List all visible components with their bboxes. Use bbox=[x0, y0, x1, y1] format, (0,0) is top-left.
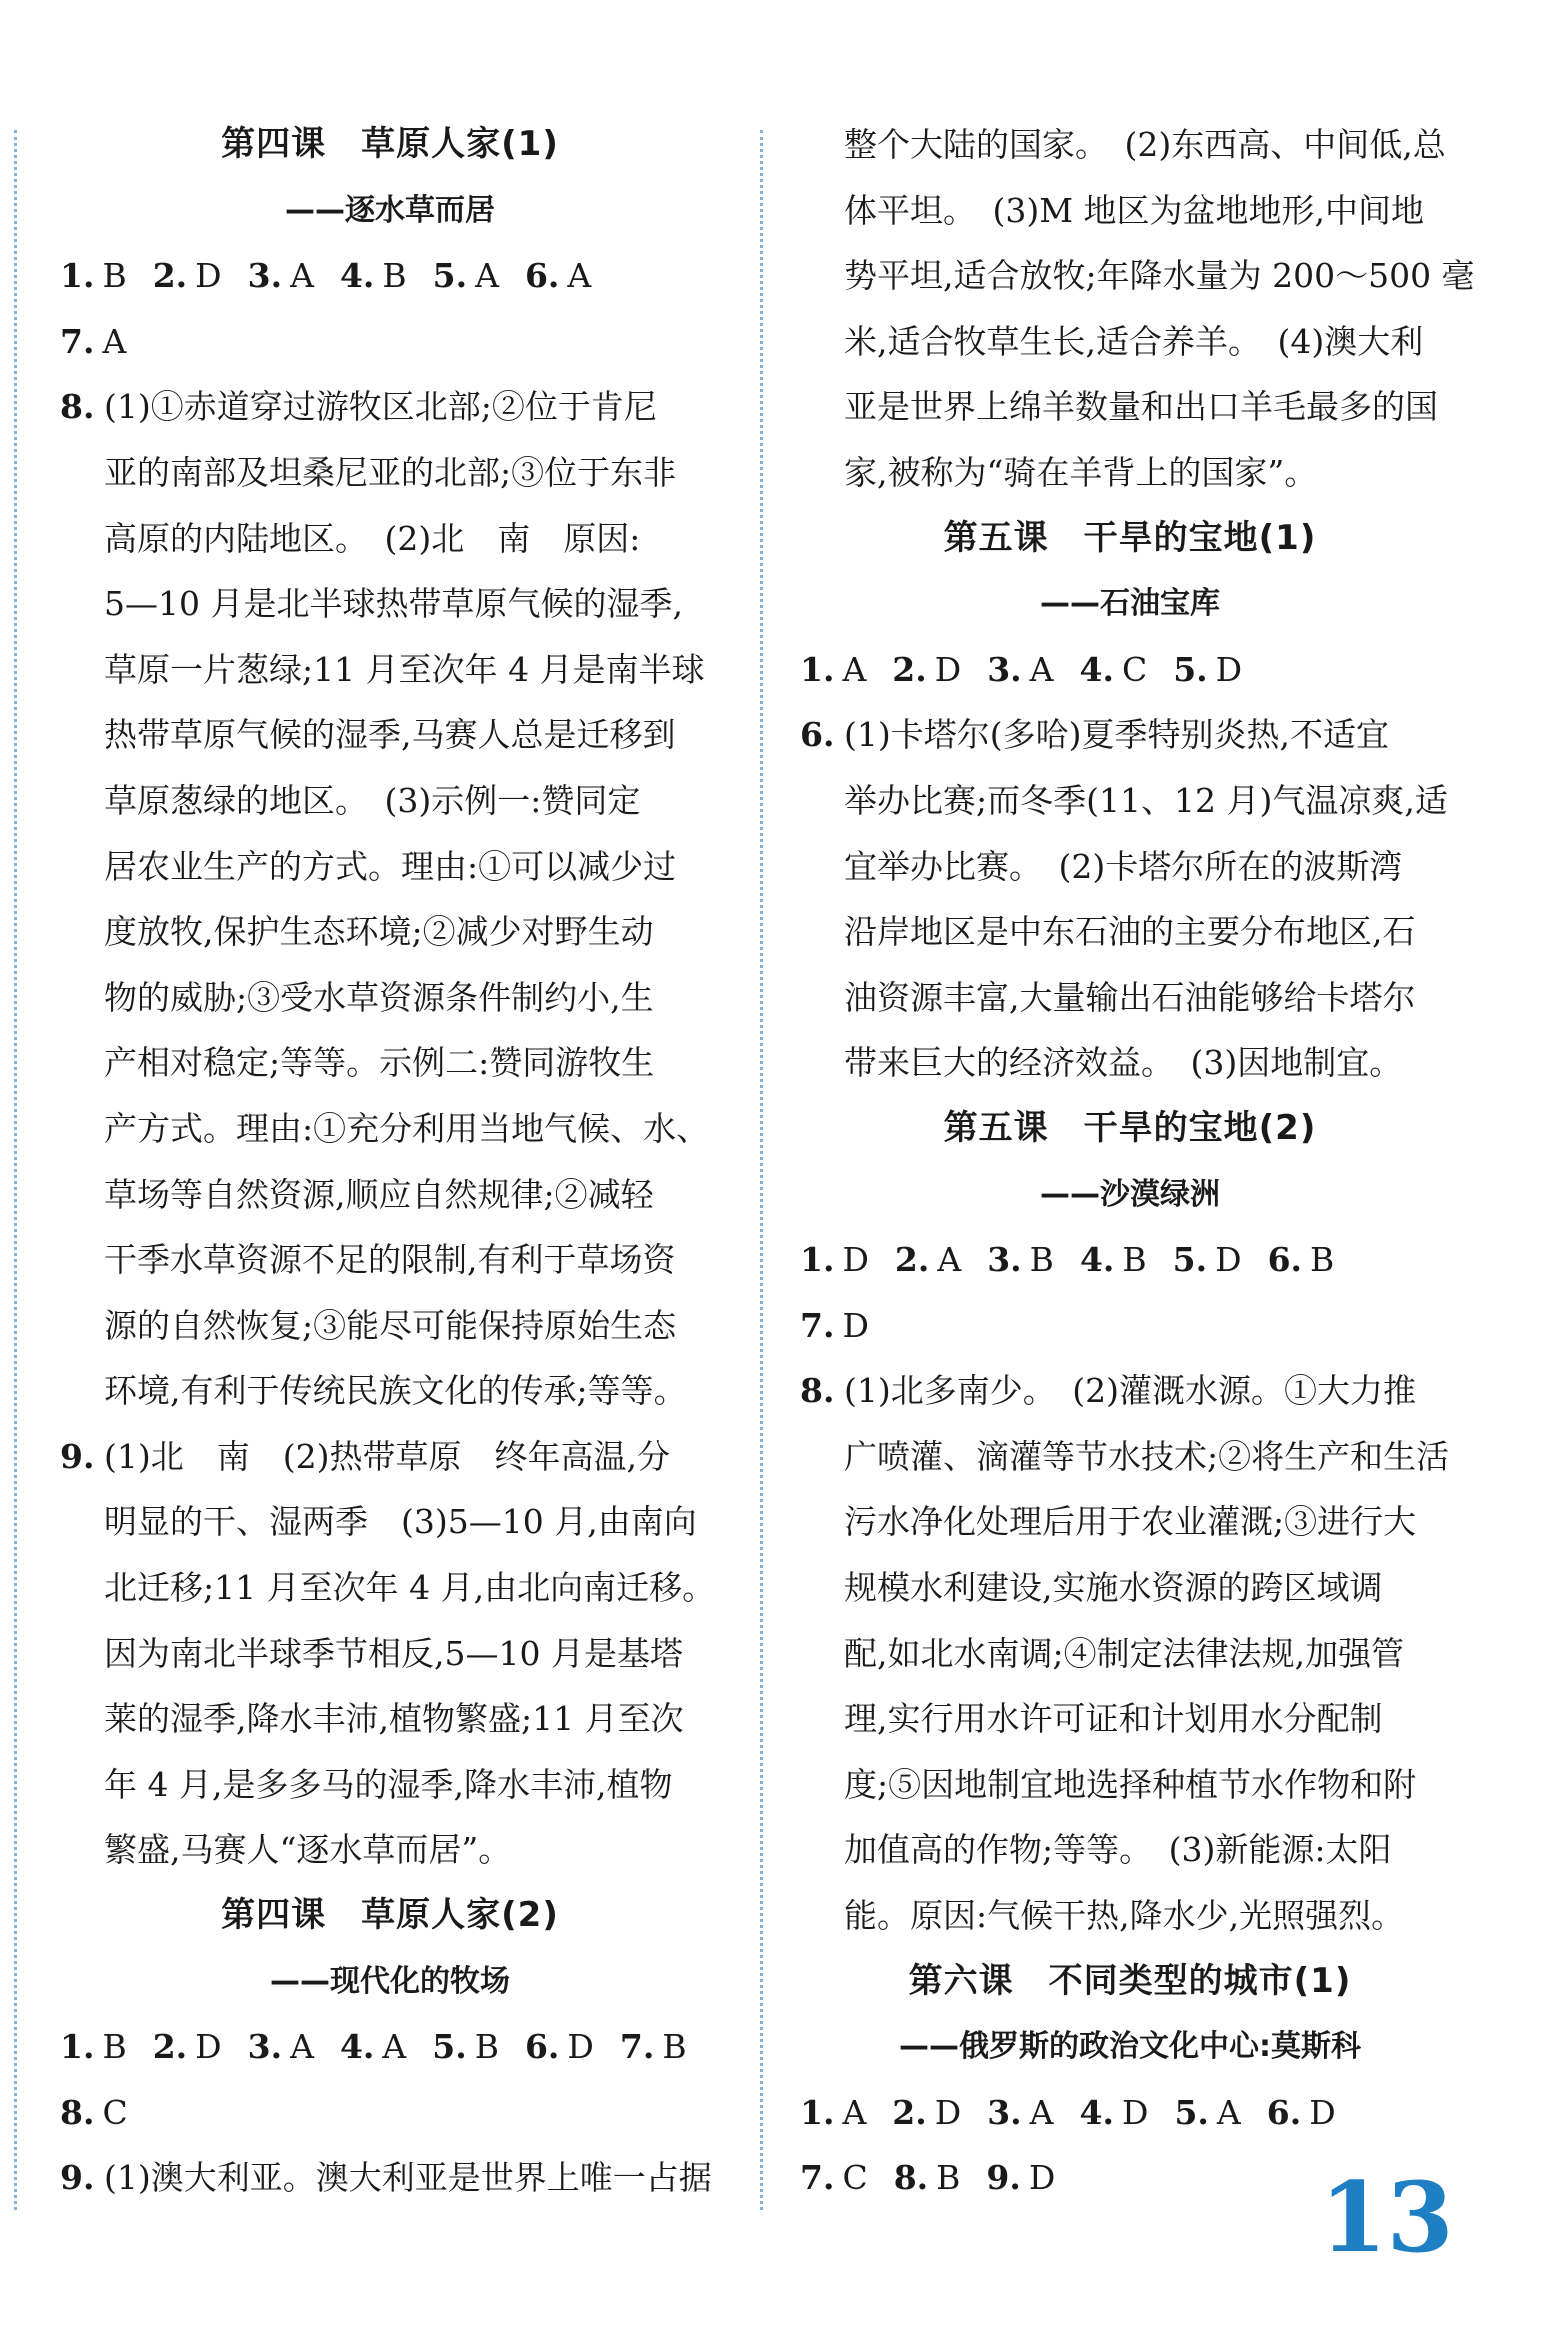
section-subtitle: ——石油宝库 bbox=[1040, 586, 1220, 622]
answer-line bbox=[60, 1030, 720, 1096]
answer-item bbox=[894, 2145, 961, 2211]
answer-item bbox=[800, 2145, 868, 2211]
answer-choice: B bbox=[1029, 1240, 1054, 1280]
question-number: 7. bbox=[800, 2158, 835, 2198]
answer-text: 干季水草资源不足的限制,有利于草场资 bbox=[104, 1240, 676, 1280]
answer-choice: B bbox=[102, 256, 127, 296]
answer-choice: B bbox=[936, 2158, 961, 2198]
answer-line bbox=[60, 571, 720, 637]
answer-text: 规模水利建设,实施水资源的跨区域调 bbox=[844, 1568, 1383, 1608]
answer-row bbox=[60, 309, 720, 375]
question-number: 1. bbox=[800, 649, 835, 689]
answer-item bbox=[340, 2014, 406, 2080]
question-number: 7. bbox=[800, 1305, 835, 1345]
answer-choice: C bbox=[1121, 649, 1148, 689]
answer-item bbox=[60, 243, 127, 309]
section-title: 第五课 干旱的宝地(2) bbox=[943, 1107, 1317, 1148]
question-number: 5. bbox=[1173, 649, 1208, 689]
question-number: 1. bbox=[800, 1240, 835, 1280]
right-column bbox=[800, 112, 1475, 2211]
question-number: 1. bbox=[800, 2092, 835, 2132]
answer-text: (1)卡塔尔(多哈)夏季特别炎热,不适宜 bbox=[844, 715, 1389, 755]
question-number: 6. bbox=[1266, 2092, 1302, 2132]
answer-choice: B bbox=[474, 2027, 499, 2067]
question-block bbox=[60, 374, 720, 1424]
answer-line bbox=[800, 1555, 1460, 1621]
answer-line bbox=[800, 1817, 1460, 1883]
answer-text: 草场等自然资源,顺应自然规律;②减轻 bbox=[104, 1174, 654, 1214]
answer-line bbox=[60, 1358, 720, 1424]
question-number: 9. bbox=[60, 2158, 95, 2198]
answer-line bbox=[60, 1555, 720, 1621]
question-number: 4. bbox=[339, 256, 375, 296]
question-number: 8. bbox=[60, 2092, 95, 2132]
answer-text: 因为南北半球季节相反,5—10 月是基塔 bbox=[104, 1633, 683, 1673]
answer-choice: B bbox=[102, 2027, 127, 2067]
answer-item bbox=[1080, 2080, 1149, 2146]
answer-text: 繁盛,马赛人“逐水草而居”。 bbox=[104, 1830, 512, 1870]
answer-line bbox=[800, 834, 1460, 900]
question-number: 7. bbox=[60, 321, 95, 361]
continued-text bbox=[800, 112, 1475, 506]
answer-row bbox=[800, 1293, 1460, 1359]
answer-choice: B bbox=[1310, 1240, 1335, 1280]
answer-item bbox=[60, 2014, 127, 2080]
answer-row bbox=[60, 2014, 720, 2080]
answer-row bbox=[800, 637, 1460, 703]
question-number: 3. bbox=[987, 1240, 1022, 1280]
page-edge-rule bbox=[14, 130, 17, 2210]
question-number: 5. bbox=[1174, 2092, 1209, 2132]
answer-text: 宜举办比赛。 (2)卡塔尔所在的波斯湾 bbox=[844, 846, 1403, 886]
answer-choice: C bbox=[102, 2092, 128, 2132]
answer-line bbox=[60, 1424, 720, 1490]
question-number: 1. bbox=[60, 2027, 95, 2067]
section-subtitle: ——现代化的牧场 bbox=[270, 1963, 510, 1999]
answer-choice: A bbox=[382, 2027, 407, 2067]
answer-line: 体平坦。 (3)M 地区为盆地地形,中间地 bbox=[844, 190, 1425, 230]
left-column bbox=[60, 112, 720, 2211]
answer-line bbox=[60, 1489, 720, 1555]
answer-item bbox=[1174, 2080, 1240, 2146]
section-subtitle: ——俄罗斯的政治文化中心:莫斯科 bbox=[899, 2029, 1361, 2065]
answer-item bbox=[60, 309, 126, 375]
answer-item bbox=[1268, 1227, 1335, 1293]
answer-choice: A bbox=[842, 649, 867, 689]
section-title: 第六课 不同类型的城市(1) bbox=[908, 1960, 1352, 2001]
answer-text: 能。原因:气候干热,降水少,光照强烈。 bbox=[844, 1896, 1405, 1936]
answer-text: 年 4 月,是多多马的湿季,降水丰沛,植物 bbox=[104, 1764, 673, 1804]
answer-line bbox=[60, 2145, 720, 2211]
answer-text: 举办比赛;而冬季(11、12 月)气温凉爽,适 bbox=[844, 780, 1448, 820]
answer-text: 莱的湿季,降水丰沛,植物繁盛;11 月至次 bbox=[104, 1699, 684, 1739]
answer-text: 源的自然恢复;③能尽可能保持原始生态 bbox=[104, 1305, 677, 1345]
answer-text: 配,如北水南调;④制定法律法规,加强管 bbox=[844, 1633, 1405, 1673]
answer-line bbox=[60, 1686, 720, 1752]
question-block bbox=[800, 1358, 1460, 1948]
answer-item bbox=[800, 1293, 869, 1359]
answer-text: 环境,有利于传统民族文化的传承;等等。 bbox=[104, 1371, 687, 1411]
answer-item bbox=[892, 2080, 961, 2146]
answer-line bbox=[60, 965, 720, 1031]
answer-choice: A bbox=[1029, 649, 1054, 689]
answer-line bbox=[800, 702, 1460, 768]
answer-text: (1)北 南 (2)热带草原 终年高温,分 bbox=[104, 1436, 670, 1476]
answer-item bbox=[1173, 637, 1242, 703]
answer-text: 草原一片葱绿;11 月至次年 4 月是南半球 bbox=[104, 649, 705, 689]
answer-text: 明显的干、湿两季 (3)5—10 月,由南向 bbox=[104, 1502, 697, 1542]
answer-text: 草原葱绿的地区。 (3)示例一:赞同定 bbox=[104, 780, 641, 820]
answer-text: 油资源丰富,大量输出石油能够给卡塔尔 bbox=[844, 977, 1416, 1017]
question-block bbox=[800, 702, 1460, 1096]
answer-line bbox=[800, 965, 1460, 1031]
answer-line bbox=[60, 1293, 720, 1359]
answer-item bbox=[800, 637, 866, 703]
answer-row bbox=[800, 1227, 1460, 1293]
answer-text: 居农业生产的方式。理由:①可以减少过 bbox=[104, 846, 677, 886]
question-block bbox=[60, 2145, 720, 2211]
question-number: 4. bbox=[1079, 2092, 1114, 2132]
question-number: 6. bbox=[524, 2027, 560, 2067]
question-number: 4. bbox=[1079, 1240, 1115, 1280]
answer-item bbox=[248, 243, 314, 309]
answer-choice: D bbox=[934, 649, 962, 689]
answer-line bbox=[60, 899, 720, 965]
answer-line bbox=[800, 1686, 1460, 1752]
answer-text: 污水净化处理后用于农业灌溉;③进行大 bbox=[844, 1502, 1417, 1542]
answer-line bbox=[800, 1030, 1460, 1096]
answer-item bbox=[525, 2014, 594, 2080]
answer-choice: B bbox=[382, 256, 407, 296]
question-number: 2. bbox=[894, 1240, 930, 1280]
answer-line bbox=[800, 1489, 1460, 1555]
answer-text: 亚的南部及坦桑尼亚的北部;③位于东非 bbox=[104, 452, 677, 492]
answer-line bbox=[800, 1358, 1460, 1424]
answer-row bbox=[800, 2080, 1460, 2146]
answer-text: 加值高的作物;等等。 (3)新能源:太阳 bbox=[844, 1830, 1392, 1870]
answer-line bbox=[60, 768, 720, 834]
answer-line bbox=[800, 1424, 1460, 1490]
answer-text: 度放牧,保护生态环境;②减少对野生动 bbox=[104, 912, 654, 952]
answer-choice: D bbox=[842, 1305, 869, 1345]
question-number: 8. bbox=[60, 387, 95, 427]
question-number: 5. bbox=[432, 256, 468, 296]
answer-text: 广喷灌、滴灌等节水技术;②将生产和生活 bbox=[844, 1436, 1450, 1476]
answer-item bbox=[895, 1227, 961, 1293]
answer-line bbox=[60, 1621, 720, 1687]
answer-choice: D bbox=[195, 2027, 222, 2067]
question-number: 2. bbox=[152, 256, 188, 296]
answer-text: 度;⑤因地制宜地选择种植节水作物和附 bbox=[844, 1764, 1417, 1804]
answer-item bbox=[620, 2014, 687, 2080]
question-number: 5. bbox=[1172, 1240, 1208, 1280]
answer-text: (1)北多南少。 (2)灌溉水源。①大力推 bbox=[844, 1371, 1416, 1411]
answer-choice: A bbox=[290, 256, 314, 296]
question-block bbox=[60, 1424, 720, 1883]
answer-choice: A bbox=[102, 321, 127, 361]
question-number: 1. bbox=[60, 256, 95, 296]
answer-line bbox=[60, 834, 720, 900]
question-number: 9. bbox=[986, 2158, 1021, 2198]
answer-line bbox=[800, 1621, 1460, 1687]
answer-text: 理,实行用水许可证和计划用水分配制 bbox=[844, 1699, 1383, 1739]
answer-item bbox=[1080, 1227, 1147, 1293]
answer-choice: A bbox=[290, 2027, 314, 2067]
answer-choice: D bbox=[1215, 1240, 1242, 1280]
answer-item bbox=[800, 2080, 866, 2146]
question-number: 3. bbox=[987, 2092, 1022, 2132]
answer-text: 带来巨大的经济效益。 (3)因地制宜。 bbox=[844, 1043, 1403, 1083]
answer-choice: A bbox=[1216, 2092, 1241, 2132]
answer-choice: A bbox=[937, 1240, 962, 1280]
answer-item bbox=[986, 2145, 1055, 2211]
answer-choice: D bbox=[567, 2027, 594, 2067]
answer-line bbox=[800, 1752, 1460, 1818]
answer-line bbox=[60, 1752, 720, 1818]
question-number: 6. bbox=[800, 715, 835, 755]
answer-line bbox=[60, 1096, 720, 1162]
answer-item bbox=[987, 637, 1053, 703]
answer-line bbox=[800, 899, 1460, 965]
answer-item bbox=[987, 1227, 1054, 1293]
answer-text: (1)①赤道穿过游牧区北部;②位于肯尼 bbox=[104, 387, 657, 427]
answer-item bbox=[432, 2014, 499, 2080]
answer-row bbox=[60, 243, 720, 309]
answer-line bbox=[60, 1817, 720, 1883]
answer-text: (1)澳大利亚。澳大利亚是世界上唯一占据 bbox=[104, 2158, 712, 2198]
question-number: 4. bbox=[339, 2027, 375, 2067]
question-number: 3. bbox=[247, 2027, 283, 2067]
answer-row bbox=[60, 2080, 720, 2146]
question-number: 6. bbox=[1267, 1240, 1303, 1280]
answer-item bbox=[153, 2014, 222, 2080]
answer-item bbox=[248, 2014, 314, 2080]
answer-item bbox=[153, 243, 222, 309]
answer-choice: D bbox=[195, 256, 222, 296]
answer-item bbox=[433, 243, 499, 309]
question-number: 3. bbox=[987, 649, 1022, 689]
answer-text: 物的威胁;③受水草资源条件制约小,生 bbox=[104, 977, 654, 1017]
answer-choice: D bbox=[1215, 649, 1243, 689]
column-divider bbox=[760, 130, 763, 2210]
answer-choice: B bbox=[662, 2027, 687, 2067]
answer-item bbox=[60, 2080, 128, 2146]
answer-choice: A bbox=[1029, 2092, 1054, 2132]
answer-text: 5—10 月是北半球热带草原气候的湿季, bbox=[104, 584, 683, 624]
answer-choice: A bbox=[842, 2092, 867, 2132]
question-number: 7. bbox=[619, 2027, 655, 2067]
answer-text: 高原的内陆地区。 (2)北 南 原因: bbox=[104, 518, 641, 558]
answer-item bbox=[1173, 1227, 1242, 1293]
answer-line bbox=[60, 374, 720, 440]
answer-line bbox=[800, 768, 1460, 834]
answer-item bbox=[892, 637, 961, 703]
answer-line: 势平坦,适合放牧;年降水量为 200～500 毫 bbox=[844, 256, 1475, 296]
answer-choice: D bbox=[1028, 2158, 1056, 2198]
question-number: 9. bbox=[60, 1436, 95, 1476]
answer-text: 北迁移;11 月至次年 4 月,由北向南迁移。 bbox=[104, 1568, 716, 1608]
answer-choice: A bbox=[475, 256, 499, 296]
answer-item bbox=[1267, 2080, 1336, 2146]
answer-choice: A bbox=[567, 256, 592, 296]
answer-item bbox=[987, 2080, 1053, 2146]
answer-choice: D bbox=[934, 2092, 962, 2132]
answer-item bbox=[340, 243, 407, 309]
answer-choice: D bbox=[1309, 2092, 1336, 2132]
answer-choice: C bbox=[842, 2158, 868, 2198]
answer-line: 米,适合牧草生长,适合养羊。 (4)澳大利 bbox=[844, 321, 1424, 361]
answer-line bbox=[60, 1162, 720, 1228]
answer-item bbox=[525, 243, 591, 309]
answer-choice: D bbox=[1121, 2092, 1149, 2132]
answer-line: 家,被称为“骑在羊背上的国家”。 bbox=[844, 452, 1318, 492]
section-subtitle: ——沙漠绿洲 bbox=[1040, 1176, 1220, 1212]
question-number: 8. bbox=[893, 2158, 929, 2198]
section-subtitle: ——逐水草而居 bbox=[285, 192, 495, 228]
question-number: 2. bbox=[152, 2027, 188, 2067]
question-number: 8. bbox=[800, 1371, 835, 1411]
answer-text: 产方式。理由:①充分利用当地气候、水、 bbox=[104, 1108, 710, 1148]
answer-line: 整个大陆的国家。 (2)东西高、中间低,总 bbox=[844, 125, 1446, 164]
answer-text: 热带草原气候的湿季,马赛人总是迁移到 bbox=[104, 715, 676, 755]
answer-line: 亚是世界上绵羊数量和出口羊毛最多的国 bbox=[844, 387, 1438, 427]
answer-line bbox=[60, 1227, 720, 1293]
answer-line bbox=[60, 637, 720, 703]
answer-text: 沿岸地区是中东石油的主要分布地区,石 bbox=[844, 912, 1416, 952]
answer-item bbox=[1080, 637, 1148, 703]
answer-item bbox=[800, 1227, 869, 1293]
page-number: 13 bbox=[1320, 2161, 1454, 2274]
question-number: 5. bbox=[432, 2027, 467, 2067]
section-title: 第五课 干旱的宝地(1) bbox=[943, 517, 1317, 558]
question-number: 4. bbox=[1079, 649, 1114, 689]
answer-choice: B bbox=[1122, 1240, 1147, 1280]
answer-choice: D bbox=[842, 1240, 869, 1280]
answer-text: 产相对稳定;等等。示例二:赞同游牧生 bbox=[104, 1043, 655, 1083]
answer-line bbox=[60, 440, 720, 506]
section-title: 第四课 草原人家(2) bbox=[221, 1895, 559, 1936]
question-number: 3. bbox=[247, 256, 283, 296]
question-number: 2. bbox=[892, 649, 927, 689]
answer-line bbox=[60, 702, 720, 768]
question-number: 2. bbox=[892, 2092, 927, 2132]
answer-line bbox=[800, 1883, 1460, 1949]
question-number: 6. bbox=[524, 256, 560, 296]
section-title: 第四课 草原人家(1) bbox=[221, 124, 559, 164]
answer-line bbox=[60, 506, 720, 572]
